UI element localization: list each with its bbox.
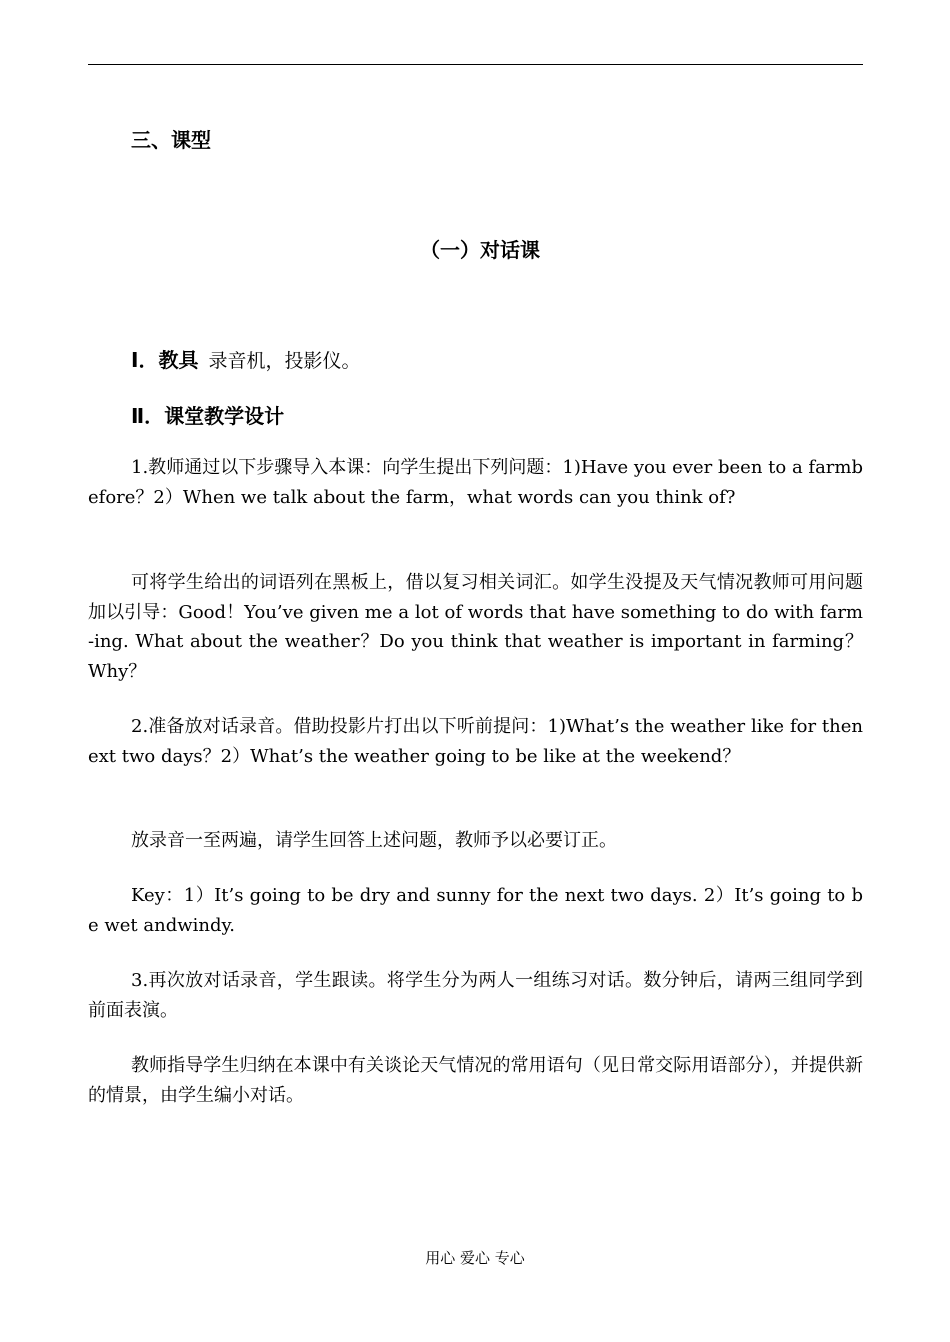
paragraph-step-2: 2.准备放对话录音。借助投影片打出以下听前提问：1)What’s the weather like for thenext two days？2）What’s the weather going to be like at the weekend？ <box>88 716 863 767</box>
paragraph-guidance: 可将学生给出的词语列在黑板上，借以复习相关词汇。如学生没提及天气情况教师可用问题加以引导：Good！You’ve given me a lot of words that have something to do with farm-ing. What about the weather？Do you think that weather is important in farming？Why？ <box>88 572 863 682</box>
item-class-design <box>131 400 284 429</box>
header-rule <box>88 64 863 65</box>
page-footer: 用心 爱心 专心 <box>425 1249 525 1267</box>
item-text: 录音机，投影仪。 <box>208 350 361 372</box>
section-title: 三、课型 <box>131 128 211 152</box>
item-number: Ⅰ． <box>131 348 159 372</box>
item-teaching-aids <box>131 344 360 373</box>
paragraph-summary: 教师指导学生归纳在本课中有关谈论天气情况的常用语句（见日常交际用语部分），并提供新的情景，由学生编小对话。 <box>88 1055 863 1106</box>
item-label: 教具 <box>158 348 199 372</box>
paragraph-step-1: 1.教师通过以下步骤导入本课：向学生提出下列问题：1)Have you ever been to a farmbefore？2）When we talk about the farm，what words can you think of? <box>88 457 863 508</box>
item-number: Ⅱ． <box>131 404 165 428</box>
paragraph-key: Key：1）It’s going to be dry and sunny for the next two days. 2）It’s going to be wet andwindy. <box>88 885 863 936</box>
item-label: 课堂教学设计 <box>164 404 285 428</box>
paragraph-step-3: 3.再次放对话录音，学生跟读。将学生分为两人一组练习对话。数分钟后，请两三组同学到前面表演。 <box>88 970 863 1021</box>
subsection-title: （一）对话课 <box>420 238 540 262</box>
paragraph-play-recording: 放录音一至两遍，请学生回答上述问题，教师予以必要订正。 <box>131 830 617 851</box>
